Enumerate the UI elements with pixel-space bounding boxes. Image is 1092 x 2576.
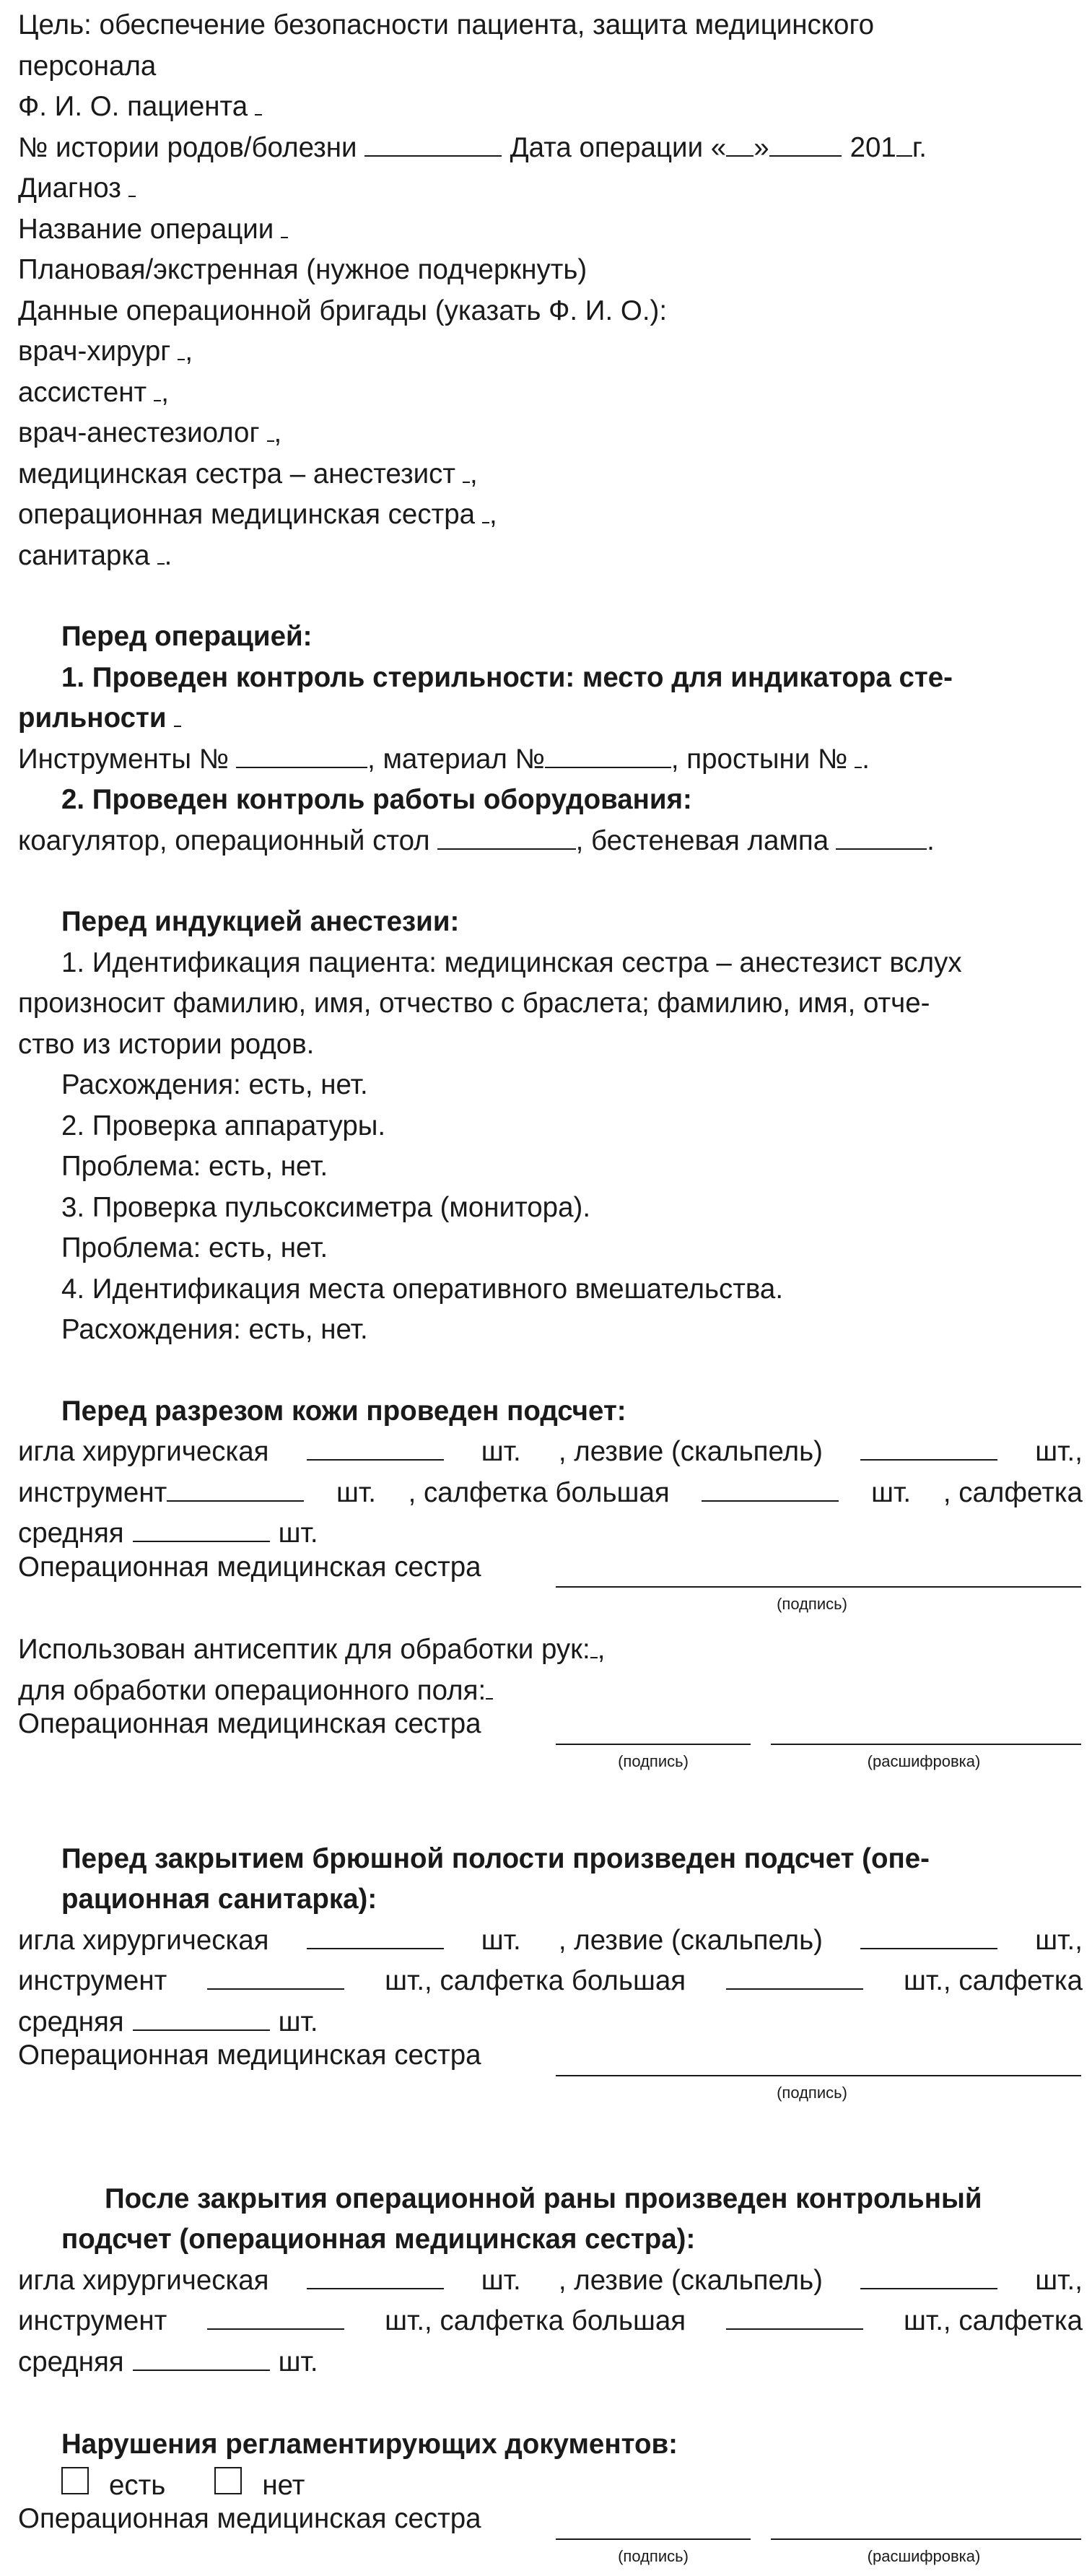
count-row-medium: средняя шт. (18, 2346, 318, 2377)
antiseptic-transcript-field[interactable] (771, 1743, 1081, 1745)
closing-blade-count-field[interactable] (860, 1947, 997, 1949)
material-number-field[interactable] (545, 766, 671, 768)
diagnosis-field[interactable] (128, 196, 136, 197)
count-row-needle: игла хирургическая шт. , лезвие (скальпель) шт., (18, 1436, 1083, 1467)
violations-title: Нарушения регламентирующих документов: (61, 2429, 678, 2460)
orderly-field[interactable] (157, 563, 165, 565)
count-row-needle: игла хирургическая шт. , лезвие (скальпель) шт., (18, 2264, 1083, 2296)
operation-name-field[interactable] (281, 237, 288, 238)
team-member-row: врач-анестезиолог , (18, 417, 282, 448)
antiseptic-signature-field[interactable] (556, 1743, 751, 1745)
medium-napkin-count-field[interactable] (133, 1540, 270, 1542)
after-medium-napkin-count-field[interactable] (133, 2369, 270, 2371)
after-needle-count-field[interactable] (307, 2287, 444, 2289)
team-member-row: врач-хирург , (18, 336, 193, 367)
surgeon-field[interactable] (178, 359, 185, 360)
planned-emergency: Плановая/экстренная (нужное подчеркнуть) (18, 254, 588, 285)
violations-yes-checkbox[interactable] (61, 2467, 89, 2494)
goal-line-cont: персонала (18, 50, 157, 82)
sterility-indicator-field[interactable] (174, 726, 181, 727)
count-row-instrument: инструмент шт. , салфетка большая шт. , салфетка (18, 1476, 1083, 1508)
lamp-field[interactable] (836, 848, 927, 850)
identification-line: ство из истории родов. (18, 1028, 315, 1060)
check-line: Расхождения: есть, нет. (61, 1314, 368, 1345)
check-line: 3. Проверка пульсоксиметра (монитора). (61, 1191, 591, 1223)
op-day-field[interactable] (726, 155, 754, 157)
count-row-medium: средняя шт. (18, 1518, 318, 1549)
surgical-safety-checklist (18, 0, 1083, 2576)
violations-options: есть нет (18, 2466, 1083, 2507)
caption-row: (подпись) (расшифровка) (618, 2546, 981, 2565)
antiseptic-nurse-row: Операционная медицинская сестра (18, 1711, 1083, 1752)
instrument-count-field[interactable] (167, 1500, 304, 1502)
scrub-nurse-field[interactable] (482, 522, 489, 523)
count-row-instrument: инструмент шт., салфетка большая шт., салфетка (18, 1965, 1083, 1996)
history-date-row: № истории родов/болезни Дата операции « » 201 г. (18, 131, 927, 163)
operation-name-row: Название операции (18, 209, 1083, 251)
op-year-field[interactable] (896, 155, 912, 157)
antiseptic-field-row: для обработки операционного поля: (18, 1671, 1083, 1712)
closing-nurse-signature-field[interactable] (556, 2074, 1081, 2076)
before-operation-title: Перед операцией: (61, 621, 313, 652)
violations-signature-field[interactable] (556, 2538, 751, 2540)
check-line: Проблема: есть, нет. (61, 1232, 328, 1263)
needle-count-field[interactable] (307, 1458, 444, 1461)
caption-row: (подпись) (расшифровка) (618, 1752, 981, 1770)
count-before-closing-title: Перед закрытием брюшной полости произведен подсчет (опе- рационная санитарка): (61, 1842, 930, 1915)
closing-instrument-count-field[interactable] (207, 1988, 344, 1990)
closing-medium-napkin-count-field[interactable] (133, 2029, 270, 2031)
antiseptic-field-input[interactable] (486, 1698, 493, 1700)
patient-name-field[interactable] (255, 114, 262, 116)
antiseptic-hands-row: Использован антисептик для обработки рук: , (18, 1634, 606, 1665)
patient-name-row: Ф. И. О. пациента (18, 87, 1083, 128)
violations-nurse-row: Операционная медицинская сестра (18, 2506, 1083, 2547)
after-instrument-count-field[interactable] (207, 2328, 344, 2330)
identification-line: 1. Идентификация пациента: медицинская сестра – анестезист вслух (61, 947, 962, 978)
violations-no-checkbox[interactable] (214, 2467, 242, 2494)
count-after-closing-title: После закрытия операционной раны произведен контрольный подсчет (операционная медицинская сестра): (61, 2183, 982, 2255)
nurse-signature-field[interactable] (556, 1585, 1081, 1588)
closing-needle-count-field[interactable] (307, 1947, 444, 1949)
instruments-number-field[interactable] (236, 766, 367, 768)
history-number-field[interactable] (364, 155, 502, 157)
caption-row: (подпись) (777, 2083, 847, 2102)
sheets-number-field[interactable] (855, 767, 862, 768)
team-member-row: операционная медицинская сестра , (18, 499, 497, 530)
before-anesthesia-title: Перед индукцией анестезии: (61, 906, 460, 937)
equipment-row: коагулятор, операционный стол , бестеневая лампа . (18, 824, 935, 856)
caption-row: (подпись) (777, 1595, 847, 1613)
anesthetist-nurse-field[interactable] (463, 482, 470, 483)
blade-count-field[interactable] (860, 1458, 997, 1461)
identification-line: произносит фамилию, имя, отчество с браслета; фамилию, имя, отче- (18, 988, 930, 1019)
team-list (18, 331, 1083, 576)
big-napkin-count-field[interactable] (702, 1500, 839, 1502)
anesthesiologist-field[interactable] (267, 440, 274, 442)
after-big-napkin-count-field[interactable] (726, 2328, 863, 2330)
diagnosis-row: Диагноз (18, 168, 1083, 209)
sterility-indicator-row: рильности (18, 698, 1083, 739)
closing-nurse-row: Операционная медицинская сестра (18, 2042, 1083, 2084)
operating-table-field[interactable] (437, 848, 576, 850)
equipment-control: 2. Проведен контроль работы оборудования: (61, 784, 692, 815)
closing-big-napkin-count-field[interactable] (726, 1988, 863, 1990)
op-month-field[interactable] (769, 155, 842, 157)
count-before-incision-title: Перед разрезом кожи проведен подсчет: (61, 1395, 626, 1427)
instruments-row: Инструменты № , материал № , простыни № . (18, 743, 870, 775)
check-line: 4. Идентификация места оперативного вмешательства. (61, 1273, 784, 1305)
antiseptic-hands-field[interactable] (590, 1657, 598, 1658)
violations-transcript-field[interactable] (771, 2538, 1081, 2540)
team-member-row: ассистент , (18, 376, 169, 408)
goal-line: Цель: обеспечение безопасности пациента, защита медицинского (18, 9, 875, 40)
count-row-needle: игла хирургическая шт. , лезвие (скальпель) шт., (18, 1924, 1083, 1956)
team-heading: Данные операционной бригады (указать Ф. И. О.): (18, 295, 668, 326)
team-member-row: санитарка . (18, 539, 172, 571)
count-row-medium: средняя шт. (18, 2006, 318, 2037)
assistant-field[interactable] (154, 400, 161, 401)
after-blade-count-field[interactable] (860, 2287, 997, 2289)
team-member-row: медицинская сестра – анестезист , (18, 458, 478, 489)
check-line: Проблема: есть, нет. (61, 1151, 328, 1182)
check-line: Расхождения: есть, нет. (61, 1069, 368, 1100)
check-line: 2. Проверка аппаратуры. (61, 1110, 386, 1141)
count-row-instrument: инструмент шт., салфетка большая шт., салфетка (18, 2305, 1083, 2336)
nurse-signature-row: Операционная медицинская сестра (18, 1554, 1083, 1596)
sterility-control: 1. Проведен контроль стерильности: место для индикатора сте- (61, 661, 953, 693)
